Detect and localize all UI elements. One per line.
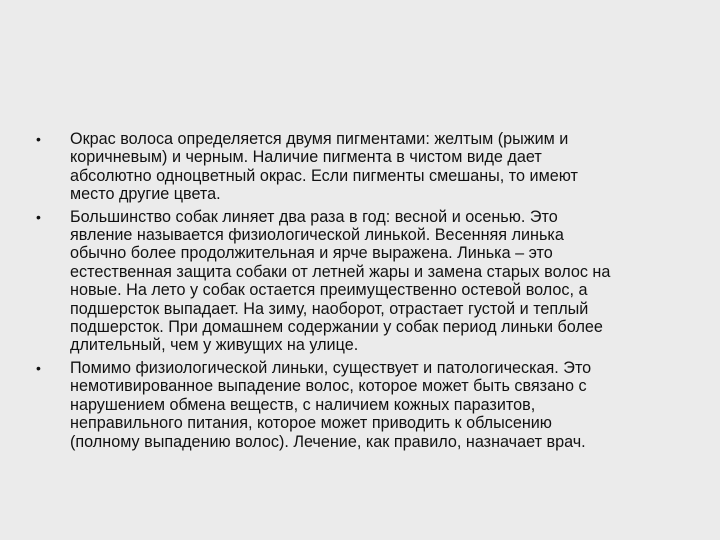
bullet-list — [36, 130, 686, 455]
bullet-item-pathological — [36, 359, 686, 451]
bullet-marker: • — [36, 131, 41, 147]
bullet-item-pigments — [36, 130, 686, 204]
bullet-item-shedding — [36, 208, 686, 355]
bullet-text: Окрас волоса определяется двумя пигментами: желтым (рыжим и коричневым) и черным. Наличие пигмента в чистом виде дает абсолютно одноцветный окрас. Если пигменты смешаны, то имеют место другие цвета. — [70, 130, 578, 204]
bullet-marker: • — [36, 208, 41, 225]
bullet-marker: • — [36, 359, 41, 376]
bullet-text: Большинство собак линяет два раза в год: весной и осенью. Это явление называется физиологической линькой. Весенняя линька обычно более продолжительная и ярче выражена. Линька – это естественная защита собаки от летней жары и замена старых волос на новые. На лето у собак остается преимущественно остевой волос, а подшерсток выпадает. На зиму, наоборот, отрастает густой и теплый подшерсток. При домашнем содержании у собак период линьки более длительный, чем у живущих на улице. — [70, 207, 611, 355]
bullet-text: Помимо физиологической линьки, существует и патологическая. Это немотивированное выпадение волос, которое может быть связано с нарушением обмена веществ, с наличием кожных паразитов, неправильного питания, которое может приводить к облысению (полному выпадению волос). Лечение, как правило, назначает врач. — [70, 358, 592, 451]
